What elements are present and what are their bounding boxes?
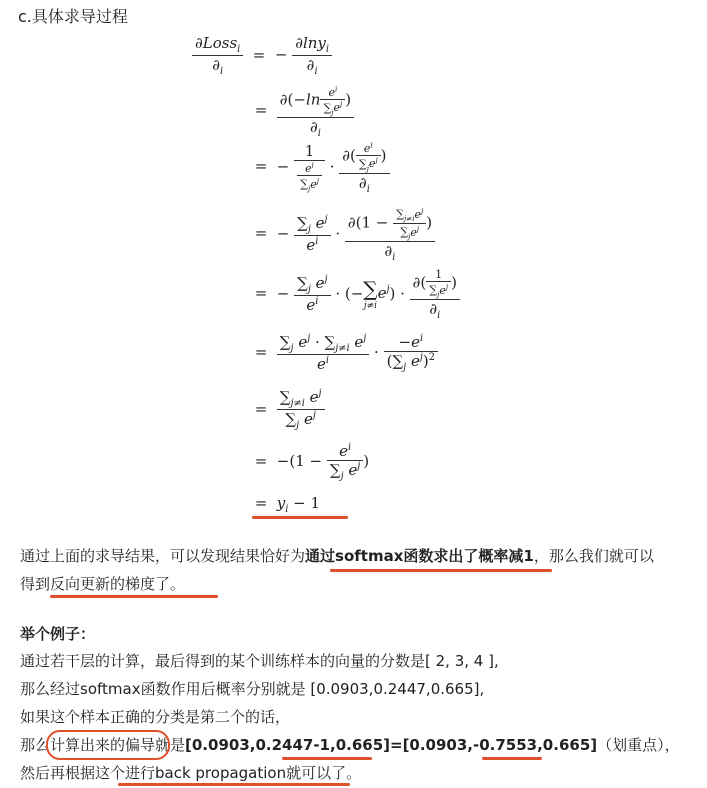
example-line-5: 然后再根据这个进行back propagation就可以了。 (20, 764, 362, 782)
derivation-row-7: = $\frac{\sum_{j\ne i} e^j}{\sum_j e^j}$ (250, 388, 325, 431)
result-value-underline (482, 757, 542, 760)
example-line-2: 那么经过softmax函数作用后概率分别就是 [0.0903,0.2447,0.665], (20, 680, 485, 698)
derivation-row-3: = − $\frac{1}{\frac{e^i}{\sum_je^j}}$ · ∂( $\frac{e^i}{\sum_je^j}$ ) $\partial_i$ (250, 140, 390, 195)
derivation-row-2: = ∂(−ln $\frac{e^i}{\sum_je^j}$ ) $\partial_i$ (250, 84, 354, 139)
derivation-row-5: = − $\frac{\sum_j e^j}{e^i}$ · (− ∑ j≠i $e^j$) · ∂( $\frac{1}{\sum_je^j}$ ) $\partial_i$ (250, 268, 460, 321)
partial-derivative-circle (46, 730, 170, 760)
derivation-row-6: = $\frac{\sum_j e^j \cdot \sum_{j\ne i} e^j}{e^i}$ · $\frac{-e^i}{(\sum_j e^j)^2}$ (250, 333, 438, 373)
paragraph-line-1: 通过上面的求导结果，可以发现结果恰好为通过softmax函数求出了概率减1，那么我们就可以 (20, 547, 654, 565)
derivation-row-1: $\frac{\partial Loss_i}{\partial_i}$ = − $\frac{\partial\ln y_i}{\partial_i}$ (192, 34, 332, 77)
backprop-underline (118, 783, 350, 786)
lhs-fraction: $\frac{\partial Loss_i}{\partial_i}$ (192, 34, 243, 77)
example-line-1: 通过若干层的计算，最后得到的某个训练样本的向量的分数是[ 2, 3, 4 ], (20, 652, 499, 670)
step1-fraction: $\frac{\partial\ln y_i}{\partial_i}$ (292, 34, 332, 77)
paragraph-line-2: 得到反向更新的梯度了。 (20, 575, 186, 593)
example-line-4: 那么计算出来的偏导就是[0.0903,0.2447-1,0.665]=[0.0903,-0.7553,0.665]（划重点）， (20, 736, 680, 754)
section-heading: c.具体求导过程 (18, 7, 128, 26)
result-underline (252, 516, 348, 519)
example-title: 举个例子： (20, 625, 96, 643)
gradient-underline (50, 595, 218, 598)
derivation-row-4: = − $\frac{\sum_j e^j}{e^i}$ · ∂(1 − $\frac{\sum_{j\ne i}e^j}{\sum_je^j}$ ) $\partial_i$ (250, 206, 435, 263)
minus-one-underline (282, 757, 372, 760)
example-line-3: 如果这个样本正确的分类是第二个的话， (20, 708, 291, 726)
derivation-row-8: = −(1 − $\frac{e^i}{\sum_j e^j}$ ) (254, 442, 370, 482)
bold-underline (330, 569, 552, 572)
derivation-result: = $y_i - 1$ (254, 494, 321, 515)
